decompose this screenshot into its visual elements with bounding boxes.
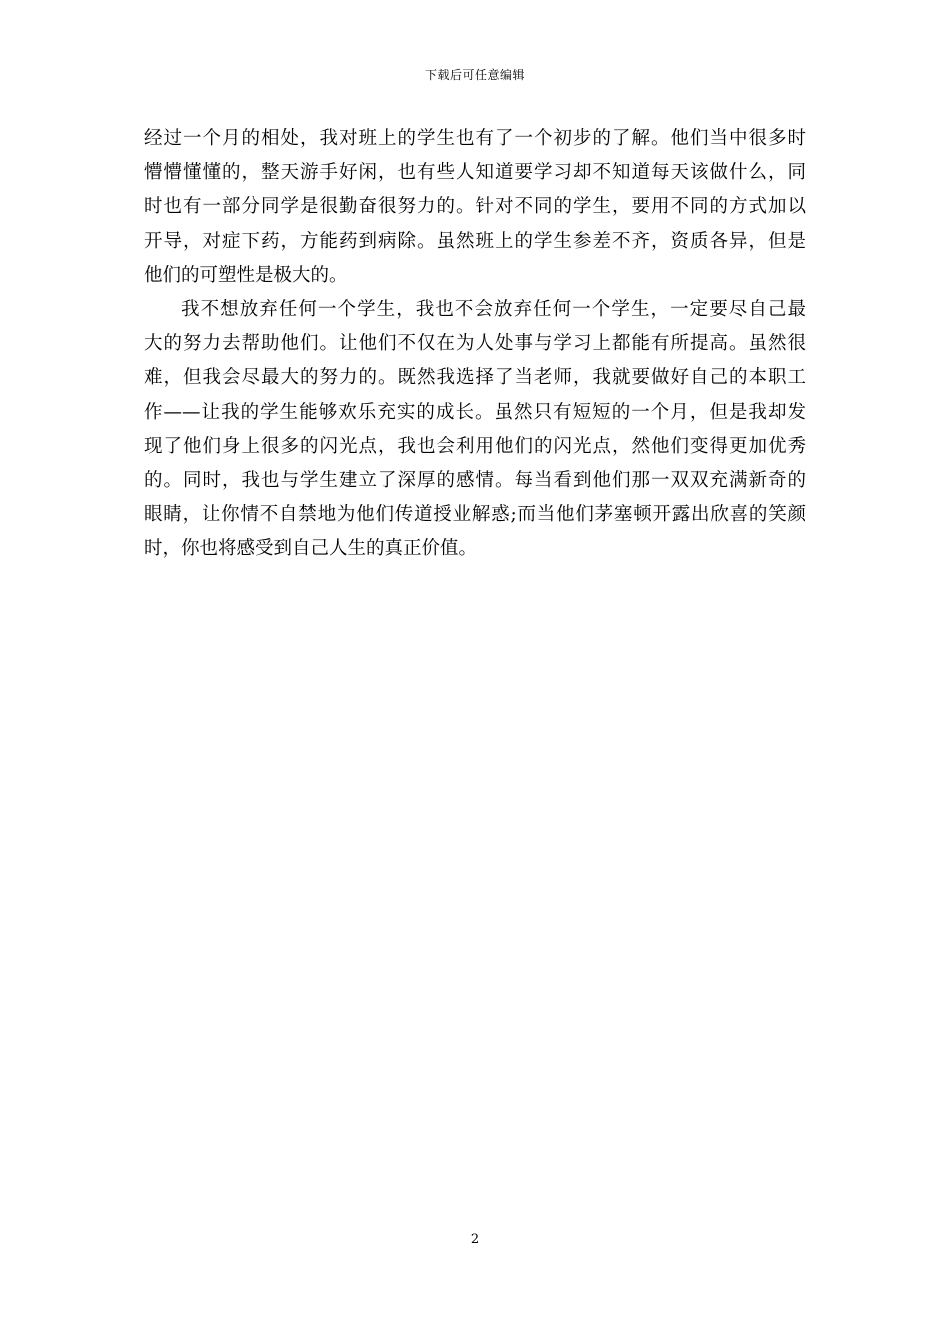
paragraph-2-line: 我不想放弃任何一个学生，我也不会放弃任何一个学生，一定要尽自己最 — [181, 299, 806, 321]
document-body — [144, 122, 806, 567]
paragraph-2 — [144, 293, 806, 567]
paragraph-1 — [144, 122, 806, 293]
paragraph-2-line: 现了他们身上很多的闪光点，我也会利用他们的闪光点，然他们变得更加优秀 — [144, 435, 806, 457]
paragraph-2-line: 作——让我的学生能够欢乐充实的成长。虽然只有短短的一个月，但是我却发 — [144, 401, 806, 423]
paragraph-2-line: 眼睛，让你情不自禁地为他们传道授业解惑;而当他们茅塞顿开露出欣喜的笑颜 — [144, 504, 806, 526]
paragraph-1-line: 时也有一部分同学是很勤奋很努力的。针对不同的学生，要用不同的方式加以 — [144, 196, 806, 218]
page-header: 下载后可任意编辑 — [424, 68, 525, 82]
paragraph-1-line: 懵懵懂懂的，整天游手好闲，也有些人知道要学习却不知道每天该做什么，同 — [144, 162, 806, 184]
paragraph-1-line: 他们的可塑性是极大的。 — [144, 264, 348, 286]
paragraph-2-line: 时，你也将感受到自己人生的真正价值。 — [144, 538, 478, 560]
paragraph-2-line: 难，但我会尽最大的努力的。既然我选择了当老师，我就要做好自己的本职工 — [144, 367, 806, 389]
paragraph-2-line: 的。同时，我也与学生建立了深厚的感情。每当看到他们那一双双充满新奇的 — [144, 470, 806, 492]
paragraph-1-line: 经过一个月的相处，我对班上的学生也有了一个初步的了解。他们当中很多时 — [144, 128, 806, 149]
paragraph-1-line: 开导，对症下药，方能药到病除。虽然班上的学生参差不齐，资质各异，但是 — [144, 230, 806, 252]
page-number: 2 — [470, 1232, 480, 1247]
paragraph-2-line: 大的努力去帮助他们。让他们不仅在为人处事与学习上都能有所提高。虽然很 — [144, 333, 806, 355]
